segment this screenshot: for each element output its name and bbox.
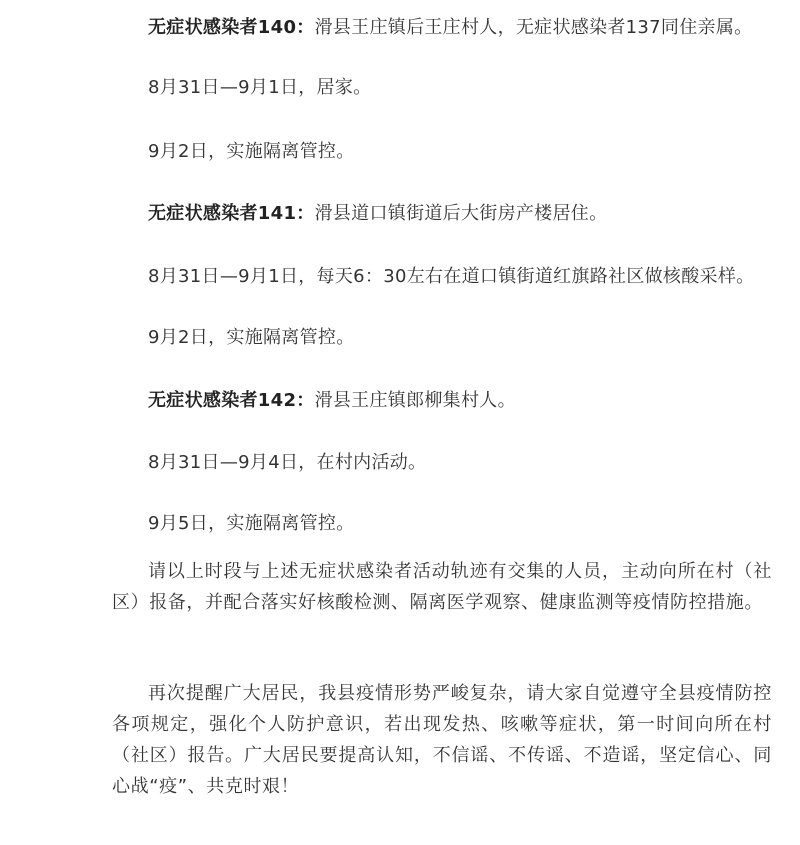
case-label: 无症状感染者142： bbox=[148, 390, 315, 411]
case-label: 无症状感染者140： bbox=[148, 17, 315, 38]
case-description: 滑县王庄镇郎柳集村人。 bbox=[314, 390, 516, 411]
case-description: 滑县道口镇街道后大街房产楼居住。 bbox=[314, 203, 608, 224]
notice-paragraph: 请以上时段与上述无症状感染者活动轨迹有交集的人员，主动向所在村（社区）报备，并配合落实好核酸检测、隔离医学观察、健康监测等疫情防控措施。 bbox=[112, 561, 772, 613]
case-140-timeline-2: 9月2日，实施隔离管控。 bbox=[148, 141, 355, 162]
case-142-timeline-1: 8月31日—9月4日，在村内活动。 bbox=[148, 452, 427, 473]
case-141-timeline-2: 9月2日，实施隔离管控。 bbox=[148, 327, 355, 348]
case-140-timeline-1: 8月31日—9月1日，居家。 bbox=[148, 77, 372, 98]
case-description: 滑县王庄镇后王庄村人，无症状感染者137同住亲属。 bbox=[314, 17, 753, 38]
reminder-paragraph: 再次提醒广大居民，我县疫情形势严峻复杂，请大家自觉遵守全县疫情防控各项规定，强化个人防护意识，若出现发热、咳嗽等症状，第一时间向所在村（社区）报告。广大居民要提高认知，不信谣、不传谣、不造谣，坚定信心、同心战“疫”、共克时艰！ bbox=[112, 683, 772, 797]
case-141-header bbox=[148, 202, 607, 226]
case-141-timeline-1: 8月31日—9月1日，每天6：30左右在道口镇街道红旗路社区做核酸采样。 bbox=[148, 266, 755, 287]
case-label: 无症状感染者141： bbox=[148, 203, 315, 224]
case-142-header bbox=[148, 389, 516, 413]
case-142-timeline-2: 9月5日，实施隔离管控。 bbox=[148, 513, 355, 534]
case-140-header bbox=[148, 16, 752, 40]
